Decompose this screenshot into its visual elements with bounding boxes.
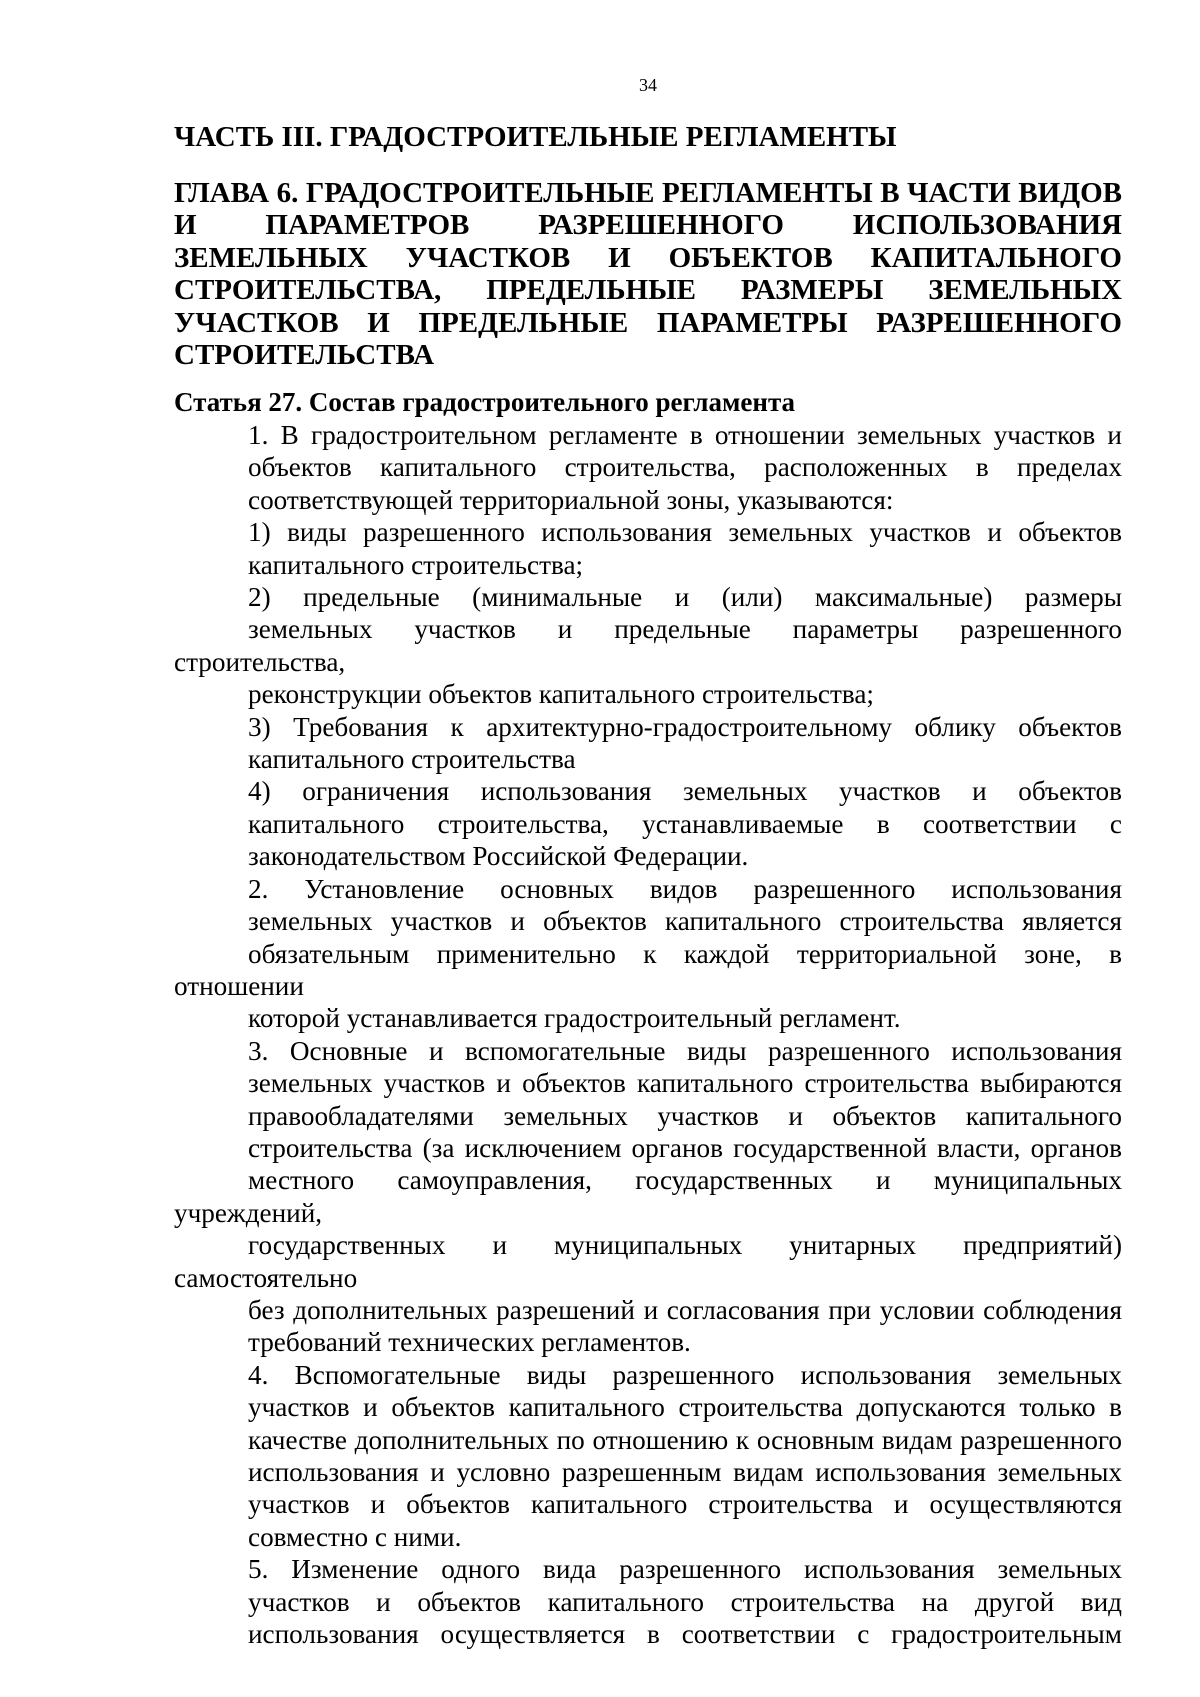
- text-line: 2) предельные (минимальные и (или) максимальные) размеры: [248, 582, 1122, 613]
- text-line: 4) ограничения использования земельных участков и объектов: [248, 776, 1122, 807]
- text-line: качестве дополнительных по отношению к основным видам разрешенного: [248, 1424, 1122, 1455]
- paragraph: [174, 1359, 1122, 1553]
- page-number: 34: [639, 75, 657, 95]
- text-line: законодательством Российской Федерации.: [248, 841, 749, 872]
- text-line: совместно с ними.: [248, 1521, 462, 1552]
- text-line: капитального строительства;: [248, 549, 584, 580]
- text-line: 4. Вспомогательные виды разрешенного использования земельных: [248, 1359, 1122, 1390]
- text-line: 1) виды разрешенного использования земельных участков и объектов: [248, 517, 1122, 548]
- paragraph: [174, 711, 1122, 776]
- text-line: участков и объектов капитального строительства на другой вид: [248, 1586, 1122, 1617]
- text-line: 3. Основные и вспомогательные виды разрешенного использования: [248, 1035, 1122, 1066]
- paragraph: [174, 1553, 1122, 1650]
- text-line: 1. В градостроительном регламенте в отношении земельных участков и: [248, 420, 1122, 450]
- chapter-title-line: СТРОИТЕЛЬСТВА: [174, 339, 435, 372]
- text-line: капитального строительства: [248, 744, 576, 775]
- text-line: земельных участков и объектов капитального строительства выбираются: [248, 1068, 1122, 1099]
- text-line: объектов капитального строительства, расположенных в пределах: [248, 452, 1122, 483]
- chapter-title-line: ЗЕМЕЛЬНЫХ УЧАСТКОВ И ОБЪЕКТОВ КАПИТАЛЬНОГО: [174, 241, 1122, 274]
- text-line: участков и объектов капитального строительства допускаются только в: [248, 1392, 1122, 1423]
- text-line: соответствующей территориальной зоны, указываются:: [248, 484, 894, 515]
- text-line: 5. Изменение одного вида разрешенного использования земельных: [248, 1554, 1122, 1585]
- text-line: участков и объектов капитального строительства и осуществляются: [248, 1489, 1122, 1520]
- chapter-title-line: И ПАРАМЕТРОВ РАЗРЕШЕННОГО ИСПОЛЬЗОВАНИЯ: [174, 209, 1122, 242]
- text-line: земельных участков и предельные параметры разрешенного строительства,: [174, 614, 1122, 677]
- paragraph: [174, 419, 1122, 516]
- text-line: государственных и муниципальных унитарных предприятий) самостоятельно: [174, 1230, 1122, 1293]
- chapter-title: [174, 177, 1122, 371]
- part-title: ЧАСТЬ III. ГРАДОСТРОИТЕЛЬНЫЕ РЕГЛАМЕНТЫ: [174, 121, 897, 153]
- paragraph: [174, 581, 1122, 711]
- article-title: Статья 27. Состав градостроительного регламента: [174, 387, 796, 417]
- chapter-title-line: СТРОИТЕЛЬСТВА, ПРЕДЕЛЬНЫЕ РАЗМЕРЫ ЗЕМЕЛЬНЫХ: [174, 274, 1122, 307]
- paragraph: [174, 873, 1122, 1035]
- text-line: использования осуществляется в соответствии с градостроительным: [248, 1619, 1122, 1650]
- text-line: требований технических регламентов.: [248, 1327, 691, 1358]
- text-line: правообладателями земельных участков и объектов капитального: [248, 1100, 1122, 1131]
- text-line: земельных участков и объектов капитального строительства является: [248, 906, 1122, 937]
- paragraph: [174, 775, 1122, 872]
- chapter-title-line: ГЛАВА 6. ГРАДОСТРОИТЕЛЬНЫЕ РЕГЛАМЕНТЫ В ЧАСТИ ВИДОВ: [174, 177, 1122, 209]
- text-line: использования и условно разрешенным видам использования земельных: [248, 1457, 1122, 1487]
- text-line: местного самоуправления, государственных и муниципальных учреждений,: [174, 1165, 1122, 1228]
- paragraph: [174, 1035, 1122, 1359]
- text-line: реконструкции объектов капитального строительства;: [248, 679, 874, 710]
- text-line: 3) Требования к архитектурно-градостроительному облику объектов: [248, 711, 1122, 742]
- text-line: строительства (за исключением органов государственной власти, органов: [248, 1132, 1122, 1163]
- paragraph: [174, 516, 1122, 581]
- text-line: без дополнительных разрешений и согласования при условии соблюдения: [248, 1294, 1122, 1325]
- text-line: капитального строительства, устанавливаемые в соответствии с: [248, 808, 1122, 839]
- article-body: [174, 419, 1122, 1650]
- chapter-title-line: УЧАСТКОВ И ПРЕДЕЛЬНЫЕ ПАРАМЕТРЫ РАЗРЕШЕННОГО: [174, 306, 1122, 339]
- text-line: которой устанавливается градостроительный регламент.: [248, 1003, 901, 1034]
- text-line: 2. Установление основных видов разрешенного использования: [248, 873, 1122, 904]
- text-line: обязательным применительно к каждой территориальной зоне, в отношении: [174, 938, 1122, 1001]
